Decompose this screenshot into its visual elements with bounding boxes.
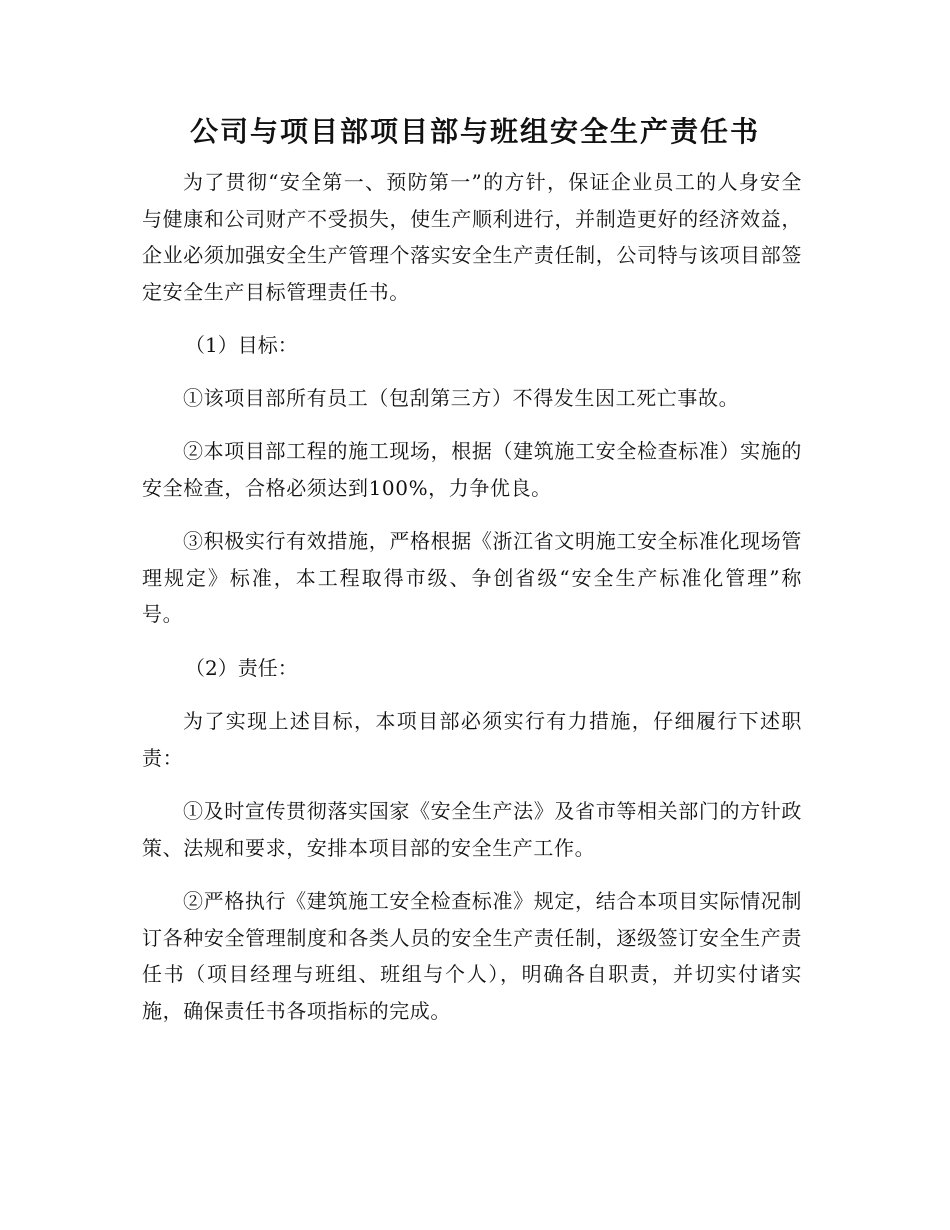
duty-item-2: ②严格执行《建筑施工安全检查标准》规定，结合本项目实际情况制订各种安全管理制度和各类人员的安全生产责任制，逐级签订安全生产责任书（项目经理与班组、班组与个人），明确各自职责，并切实付诸实施，确保责任书各项指标的完成。 [142,889,802,1023]
duty-item-1: ①及时宣传贯彻落实国家《安全生产法》及省市等相关部门的方针政策、法规和要求，安排本项目部的安全生产工作。 [142,799,802,860]
document-title: 公司与项目部项目部与班组安全生产责任书 [189,115,760,148]
goal-item-3: ③积极实行有效措施，严格根据《浙江省文明施工安全标准化现场管理规定》标准，本工程取得市级、争创省级“安全生产标准化管理”称号。 [142,529,802,626]
goal-item-1: ①该项目部所有员工（包刮第三方）不得发生因工死亡事故。 [183,386,740,410]
duty-intro-paragraph: 为了实现上述目标，本项目部必须实行有力措施，仔细履行下述职责： [142,709,802,770]
intro-paragraph: 为了贯彻“安全第一、预防第一”的方针，保证企业员工的人身安全与健康和公司财产不受损失，使生产顺利进行，并制造更好的经济效益，企业必须加强安全生产管理个落实安全生产责任制，公司特与该项目部签定安全生产目标管理责任书。 [142,170,802,304]
section-heading-duties: （2）责任： [185,656,298,680]
goal-item-2: ②本项目部工程的施工现场，根据（建筑施工安全检查标准）实施的安全检查，合格必须达到100%，力争优良。 [142,439,802,500]
section-heading-goals: （1）目标： [185,333,298,357]
